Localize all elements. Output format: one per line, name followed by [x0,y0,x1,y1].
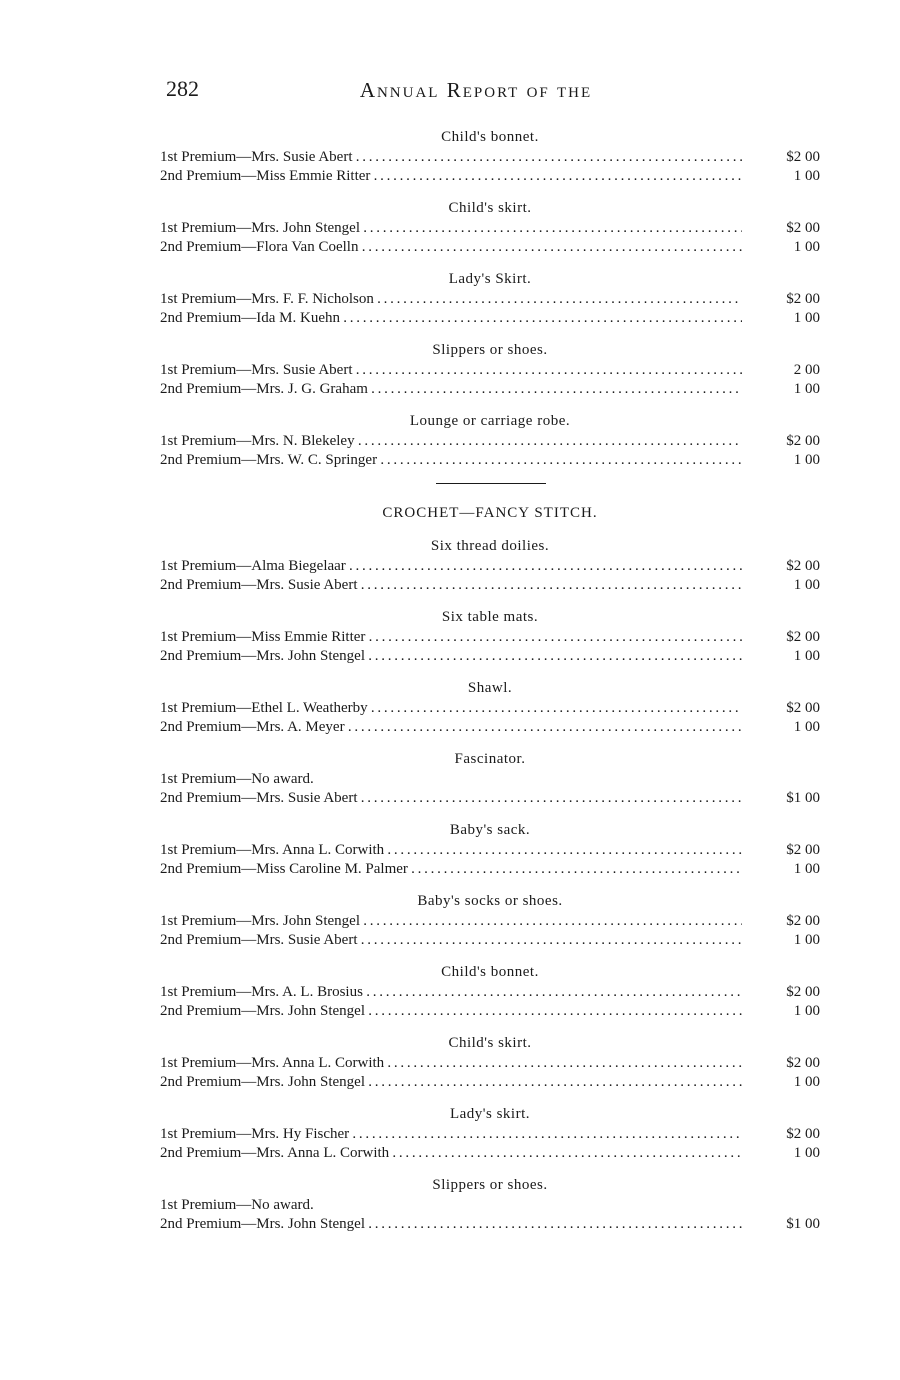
premium-row [160,1073,820,1092]
premium-amount: 1 00 [793,1144,820,1161]
premium-row [160,983,820,1002]
premium-entry: 2nd Premium—Mrs. Susie Abert . . . [160,576,742,595]
divider-rule [436,483,546,484]
premium-entry: 1st Premium—Mrs. Anna L. Corwith . . . [160,841,742,860]
premium-amount: $2 00 [786,558,820,574]
premium-section [160,750,820,807]
section-heading: Shawl. [467,680,513,696]
premium-entry: 1st Premium—Mrs. A. L. Brosius . . . [160,983,742,1002]
premium-row [160,380,820,399]
premium-amount: 1 00 [793,1073,820,1090]
premium-row [160,219,820,238]
premium-row [160,309,820,328]
section-heading: Baby's sack. [449,822,531,838]
section-heading: Six thread doilies. [430,538,550,554]
premium-entry: 1st Premium—Miss Emmie Ritter . . . [160,628,742,647]
premium-row [160,860,820,879]
premium-amount: 1 00 [793,167,820,184]
premium-row [160,1125,820,1144]
premium-row [160,361,820,380]
premium-amount: $2 00 [786,913,820,929]
premium-amount: $2 00 [786,149,820,165]
premium-section [160,270,820,327]
premium-entry: 2nd Premium—Mrs. W. C. Springer . . . [160,451,742,470]
premium-entry: 2nd Premium—Mrs. John Stengel . . . [160,1002,742,1021]
section-heading: Child's skirt. [448,200,532,216]
section-heading: Baby's socks or shoes. [417,893,563,909]
section-heading: Child's bonnet. [441,964,539,980]
premium-section [160,679,820,736]
premium-row [160,931,820,950]
premium-amount: $2 00 [786,291,820,307]
premium-row [160,1215,820,1234]
premium-amount: 1 00 [793,1002,820,1019]
premium-row [160,841,820,860]
premium-amount: 1 00 [793,238,820,255]
premium-section [160,412,820,469]
premium-row [160,1054,820,1073]
premium-entry: 1st Premium—Mrs. John Stengel . . . [160,912,742,931]
premium-entry: 2nd Premium—Mrs. John Stengel . . . [160,647,742,666]
section-heading: Child's bonnet. [441,129,539,145]
premium-row [160,789,820,808]
premium-entry: 1st Premium—No award. [160,1197,314,1213]
premium-amount: 1 00 [793,860,820,877]
premium-entry: 1st Premium—Ethel L. Weatherby . . . [160,699,742,718]
premium-section [160,341,820,398]
premium-entry: 2nd Premium—Mrs. A. Meyer . . . [160,718,742,737]
premium-amount: 1 00 [793,931,820,948]
premium-amount: 1 00 [793,451,820,468]
premium-row [160,718,820,737]
premium-entry: 1st Premium—Mrs. Hy Fischer . . . [160,1125,742,1144]
premium-amount: 1 00 [793,309,820,326]
premium-amount: $2 00 [786,842,820,858]
premium-entry: 1st Premium—Alma Biegelaar . . . [160,557,742,576]
premium-entry: 1st Premium—Mrs. John Stengel . . . [160,219,742,238]
premium-entry: 2nd Premium—Miss Emmie Ritter . . . [160,167,742,186]
premium-entry: 1st Premium—No award. [160,771,314,787]
premium-entry: 2nd Premium—Mrs. J. G. Graham . . . [160,380,742,399]
section-divider [160,471,820,493]
premium-entry: 2nd Premium—Ida M. Kuehn . . . [160,309,742,328]
premium-row [160,576,820,595]
premium-amount: $1 00 [786,789,820,806]
premium-amount: $2 00 [786,220,820,236]
premium-row [160,647,820,666]
section-heading: Child's skirt. [448,1035,532,1051]
premium-entry: 1st Premium—Mrs. F. F. Nicholson . . . [160,290,742,309]
premium-section [160,821,820,878]
premium-section [160,1176,820,1233]
premium-entry: 2nd Premium—Mrs. Anna L. Corwith . . . [160,1144,742,1163]
premium-row [160,912,820,931]
premium-row [160,699,820,718]
premium-entry: 1st Premium—Mrs. Anna L. Corwith . . . [160,1054,742,1073]
premium-section [160,1105,820,1162]
premium-entry: 2nd Premium—Miss Caroline M. Palmer . . . [160,860,742,879]
premium-row [160,1196,820,1215]
premium-row [160,1002,820,1021]
page-number: 282 [166,76,199,101]
premium-section [160,1034,820,1091]
premium-amount: $1 00 [786,1215,820,1232]
running-title: Annual Report of the [359,78,593,102]
page-header [166,76,786,106]
premium-list [160,128,820,1233]
premium-entry: 2nd Premium—Mrs. John Stengel . . . [160,1073,742,1092]
premium-section [160,199,820,256]
premium-entry: 1st Premium—Mrs. Susie Abert . . . [160,361,742,380]
premium-amount: $2 00 [786,629,820,645]
premium-row [160,290,820,309]
premium-amount: 1 00 [793,380,820,397]
premium-row [160,1144,820,1163]
section-heading: Fascinator. [454,751,526,767]
division-title: CROCHET—FANCY STITCH. [382,505,598,521]
premium-amount: 2 00 [793,362,820,378]
premium-amount: 1 00 [793,647,820,664]
premium-amount: $2 00 [786,1126,820,1142]
section-heading: Six table mats. [441,609,539,625]
section-heading: Slippers or shoes. [432,342,548,358]
premium-amount: $2 00 [786,984,820,1000]
section-heading: Slippers or shoes. [432,1177,548,1193]
premium-section [160,128,820,185]
premium-amount: $2 00 [786,1055,820,1071]
premium-row [160,238,820,257]
premium-amount: $2 00 [786,433,820,449]
premium-amount: 1 00 [793,718,820,735]
premium-section [160,963,820,1020]
premium-row [160,628,820,647]
section-heading: Lady's Skirt. [448,271,532,287]
premium-entry: 2nd Premium—Mrs. John Stengel . . . [160,1215,742,1234]
premium-entry: 1st Premium—Mrs. N. Blekeley . . . [160,432,742,451]
section-heading: Lady's skirt. [449,1106,531,1122]
premium-row [160,148,820,167]
premium-section [160,608,820,665]
premium-row [160,451,820,470]
premium-amount: 1 00 [793,576,820,593]
premium-entry: 2nd Premium—Flora Van Coelln . . . [160,238,742,257]
premium-entry: 1st Premium—Mrs. Susie Abert . . . [160,148,742,167]
premium-amount: $2 00 [786,700,820,716]
premium-row [160,770,820,789]
premium-row [160,432,820,451]
premium-section [160,892,820,949]
premium-row [160,557,820,576]
premium-row [160,167,820,186]
premium-entry: 2nd Premium—Mrs. Susie Abert . . . [160,789,742,808]
premium-section [160,537,820,594]
section-heading: Lounge or carriage robe. [409,413,571,429]
premium-entry: 2nd Premium—Mrs. Susie Abert . . . [160,931,742,950]
